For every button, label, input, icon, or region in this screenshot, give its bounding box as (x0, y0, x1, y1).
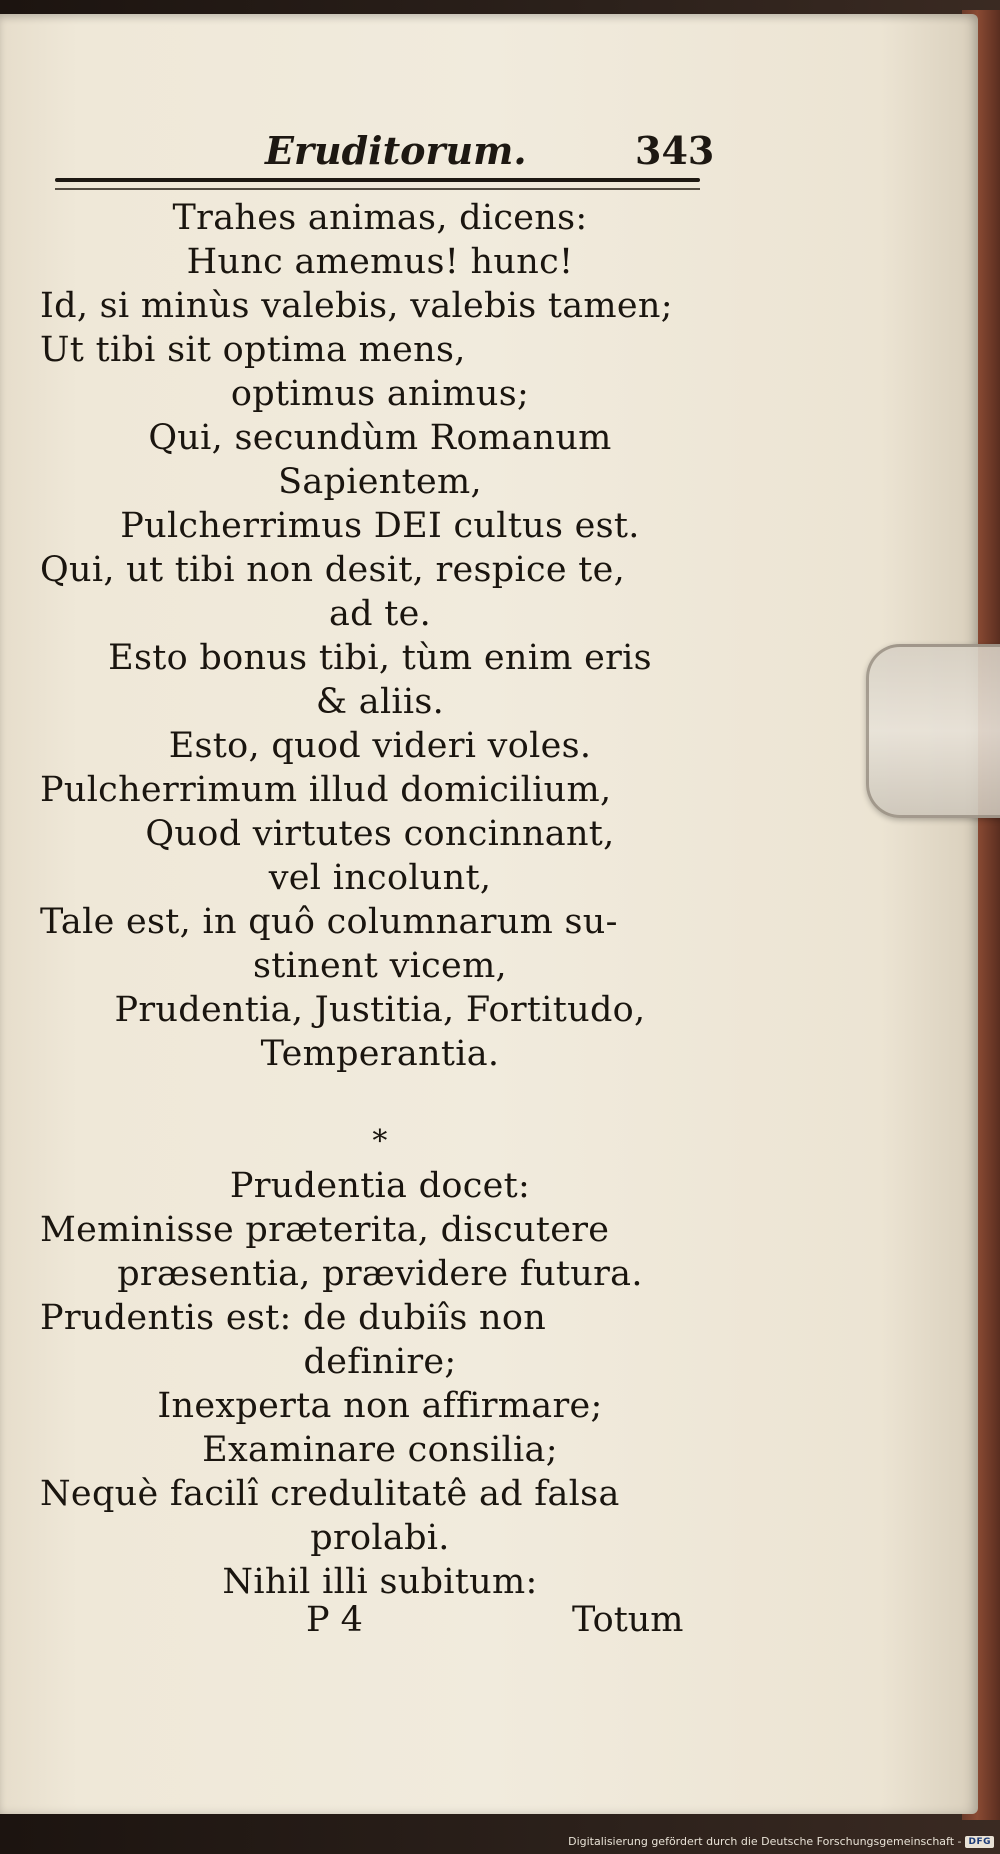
digitization-credit (568, 1835, 994, 1848)
text-line: Nequè facilî credulitatê ad falsa (40, 1474, 620, 1514)
text-line: * (372, 1124, 388, 1159)
text-line: stinent vicem, (252, 946, 507, 986)
text-line: Prudentia docet: (229, 1166, 531, 1206)
text-line: optimus animus; (230, 374, 530, 414)
credit-text: Digitalisierung gefördert durch die Deutsche Forschungsgemeinschaft - (568, 1835, 962, 1848)
text-line: Ut tibi sit optima mens, (40, 330, 466, 370)
text-line: Prudentis est: de dubiîs non (40, 1298, 547, 1338)
text-line: Temperantia. (260, 1034, 500, 1074)
text-line: Inexperta non affirmare; (157, 1386, 603, 1426)
page-footer (40, 1600, 720, 1650)
text-line: Id, si minùs valebis, valebis tamen; (40, 286, 673, 326)
glass-page-clamp (866, 644, 1000, 818)
signature-mark: P 4 (306, 1600, 363, 1640)
text-line: Examinare consilia; (202, 1430, 558, 1470)
text-line: Pulcherrimus DEI cultus est. (120, 506, 640, 546)
text-line: Pulcherrimum illud domicilium, (40, 770, 612, 810)
text-line: Sapientem, (278, 462, 482, 502)
page-header (60, 128, 715, 184)
text-line: Tale est, in quô columnarum su- (40, 902, 618, 942)
text-line: Hunc amemus! hunc! (186, 242, 574, 282)
text-line: vel incolunt, (268, 858, 492, 898)
running-head: Eruditorum. (265, 128, 527, 173)
text-line: Qui, ut tibi non desit, respice te, (40, 550, 626, 590)
text-line: prolabi. (310, 1518, 450, 1558)
text-line: Prudentia, Justitia, Fortitudo, (114, 990, 646, 1030)
catchword: Totum (572, 1600, 684, 1640)
dfg-logo-icon: DFG (965, 1836, 994, 1848)
page-number: 343 (635, 128, 715, 173)
text-line: & aliis. (315, 682, 445, 722)
text-line: ad te. (328, 594, 432, 634)
header-rule (55, 178, 700, 182)
text-line: Quod virtutes concinnant, (145, 814, 615, 854)
text-line: Nihil illi subitum: (222, 1562, 538, 1602)
text-line: Trahes animas, dicens: (172, 198, 588, 238)
text-line: Meminisse præterita, discutere (40, 1210, 610, 1250)
header-rule-secondary (55, 188, 700, 190)
text-line: Qui, secundùm Romanum (148, 418, 612, 458)
text-line: præsentia, prævidere futura. (117, 1254, 643, 1294)
text-line: Esto bonus tibi, tùm enim eris (108, 638, 652, 678)
text-line: Esto, quod videri voles. (168, 726, 592, 766)
text-line: definire; (303, 1342, 457, 1382)
